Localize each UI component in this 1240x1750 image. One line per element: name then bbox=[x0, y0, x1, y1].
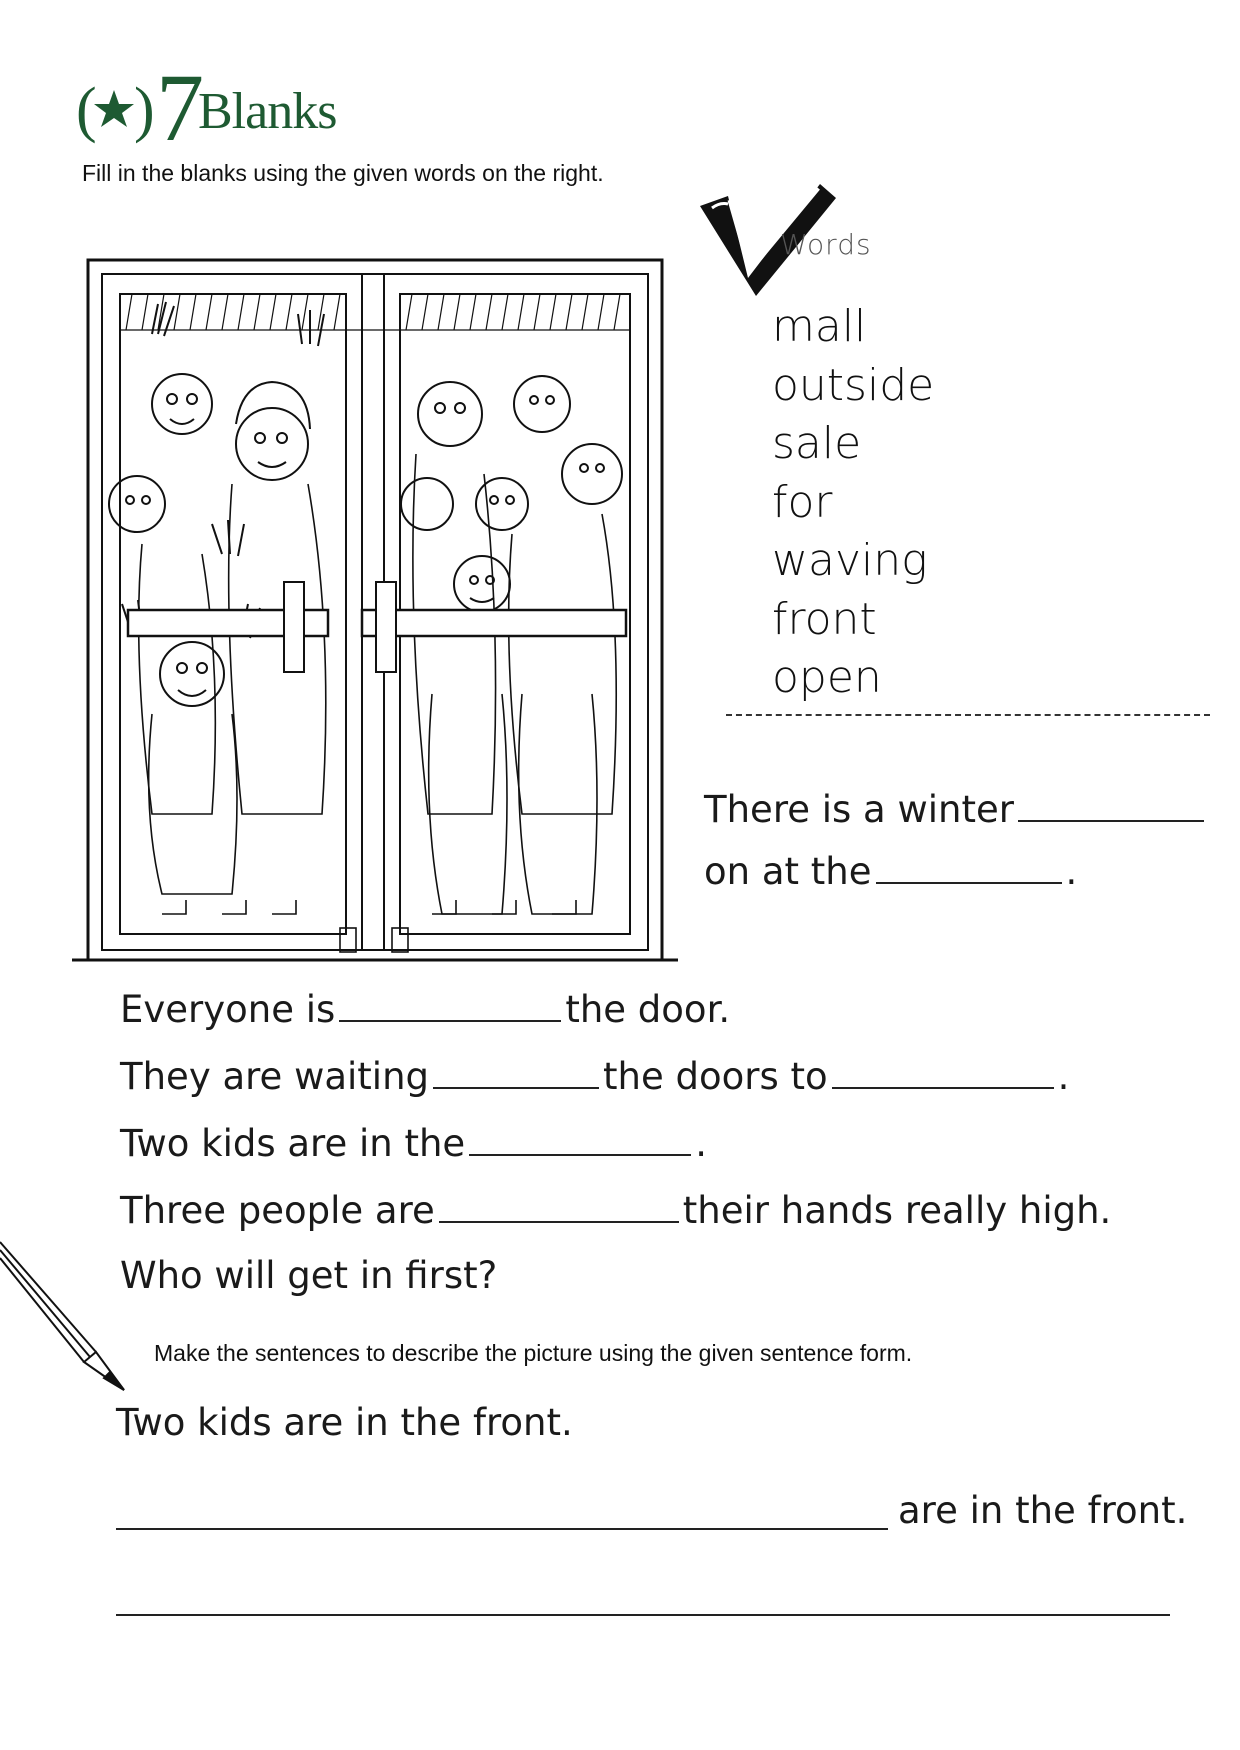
instruction-text-2: Make the sentences to describe the picture using the given sentence form. bbox=[154, 1340, 913, 1366]
word-item: for bbox=[772, 476, 833, 528]
pencil-icon bbox=[0, 1232, 130, 1392]
words-heading: Words bbox=[780, 228, 872, 261]
word-item: open bbox=[772, 652, 882, 703]
svg-text:): ) bbox=[134, 76, 155, 144]
dashed-divider bbox=[726, 714, 1210, 716]
sentence-text: . bbox=[695, 1122, 707, 1165]
answer-blank[interactable] bbox=[439, 1191, 679, 1223]
sentence-text: Everyone is bbox=[120, 988, 336, 1031]
sentence-4 bbox=[120, 1055, 1070, 1098]
sentence-text: Three people are bbox=[120, 1189, 435, 1232]
answer-blank[interactable] bbox=[469, 1124, 691, 1156]
sentence-text: There is a winter bbox=[704, 788, 1014, 831]
svg-text:(: ( bbox=[76, 76, 97, 144]
answer-blank[interactable] bbox=[832, 1057, 1054, 1089]
example-sentence: Two kids are in the front. bbox=[116, 1401, 573, 1444]
answer-line-2[interactable] bbox=[116, 1614, 1170, 1616]
word-list bbox=[772, 298, 934, 708]
star-icon bbox=[94, 90, 134, 127]
word-item: sale bbox=[772, 418, 862, 469]
sentence-5 bbox=[120, 1122, 707, 1165]
instruction-text: Fill in the blanks using the given words on the right. bbox=[82, 160, 604, 186]
sentence-2 bbox=[704, 850, 1078, 893]
sentence-7 bbox=[120, 1254, 498, 1297]
sentence-1 bbox=[704, 788, 1208, 831]
sentence-text: They are waiting bbox=[120, 1055, 430, 1098]
logo-number: 7 bbox=[156, 54, 204, 152]
sentence-text: Two kids are in the bbox=[120, 1122, 466, 1165]
word-item: outside bbox=[772, 359, 935, 411]
sentence-text: the door. bbox=[565, 988, 731, 1031]
sentence-text: . bbox=[1057, 1055, 1070, 1098]
sentence-text: their hands really high. bbox=[682, 1189, 1112, 1232]
word-item: waving bbox=[772, 535, 928, 586]
sentence-text: . bbox=[1065, 850, 1078, 893]
answer-blank[interactable] bbox=[433, 1057, 599, 1089]
word-item: mall bbox=[772, 301, 867, 352]
answer-blank[interactable] bbox=[1018, 790, 1204, 822]
answer-blank[interactable] bbox=[876, 852, 1062, 884]
answer-line-1[interactable] bbox=[116, 1528, 888, 1530]
logo-title: Blanks bbox=[198, 83, 337, 140]
answer-blank[interactable] bbox=[339, 990, 561, 1022]
sentence-text: Who will get in first? bbox=[120, 1254, 498, 1297]
crowd-at-door-illustration bbox=[72, 254, 678, 974]
word-item: front bbox=[772, 593, 877, 645]
sentence-6 bbox=[120, 1189, 1112, 1232]
sentence-text: on at the bbox=[704, 850, 872, 893]
sentence-3 bbox=[120, 988, 731, 1031]
sentence-text: the doors to bbox=[603, 1055, 828, 1098]
answer-suffix: are in the front. bbox=[898, 1489, 1188, 1532]
